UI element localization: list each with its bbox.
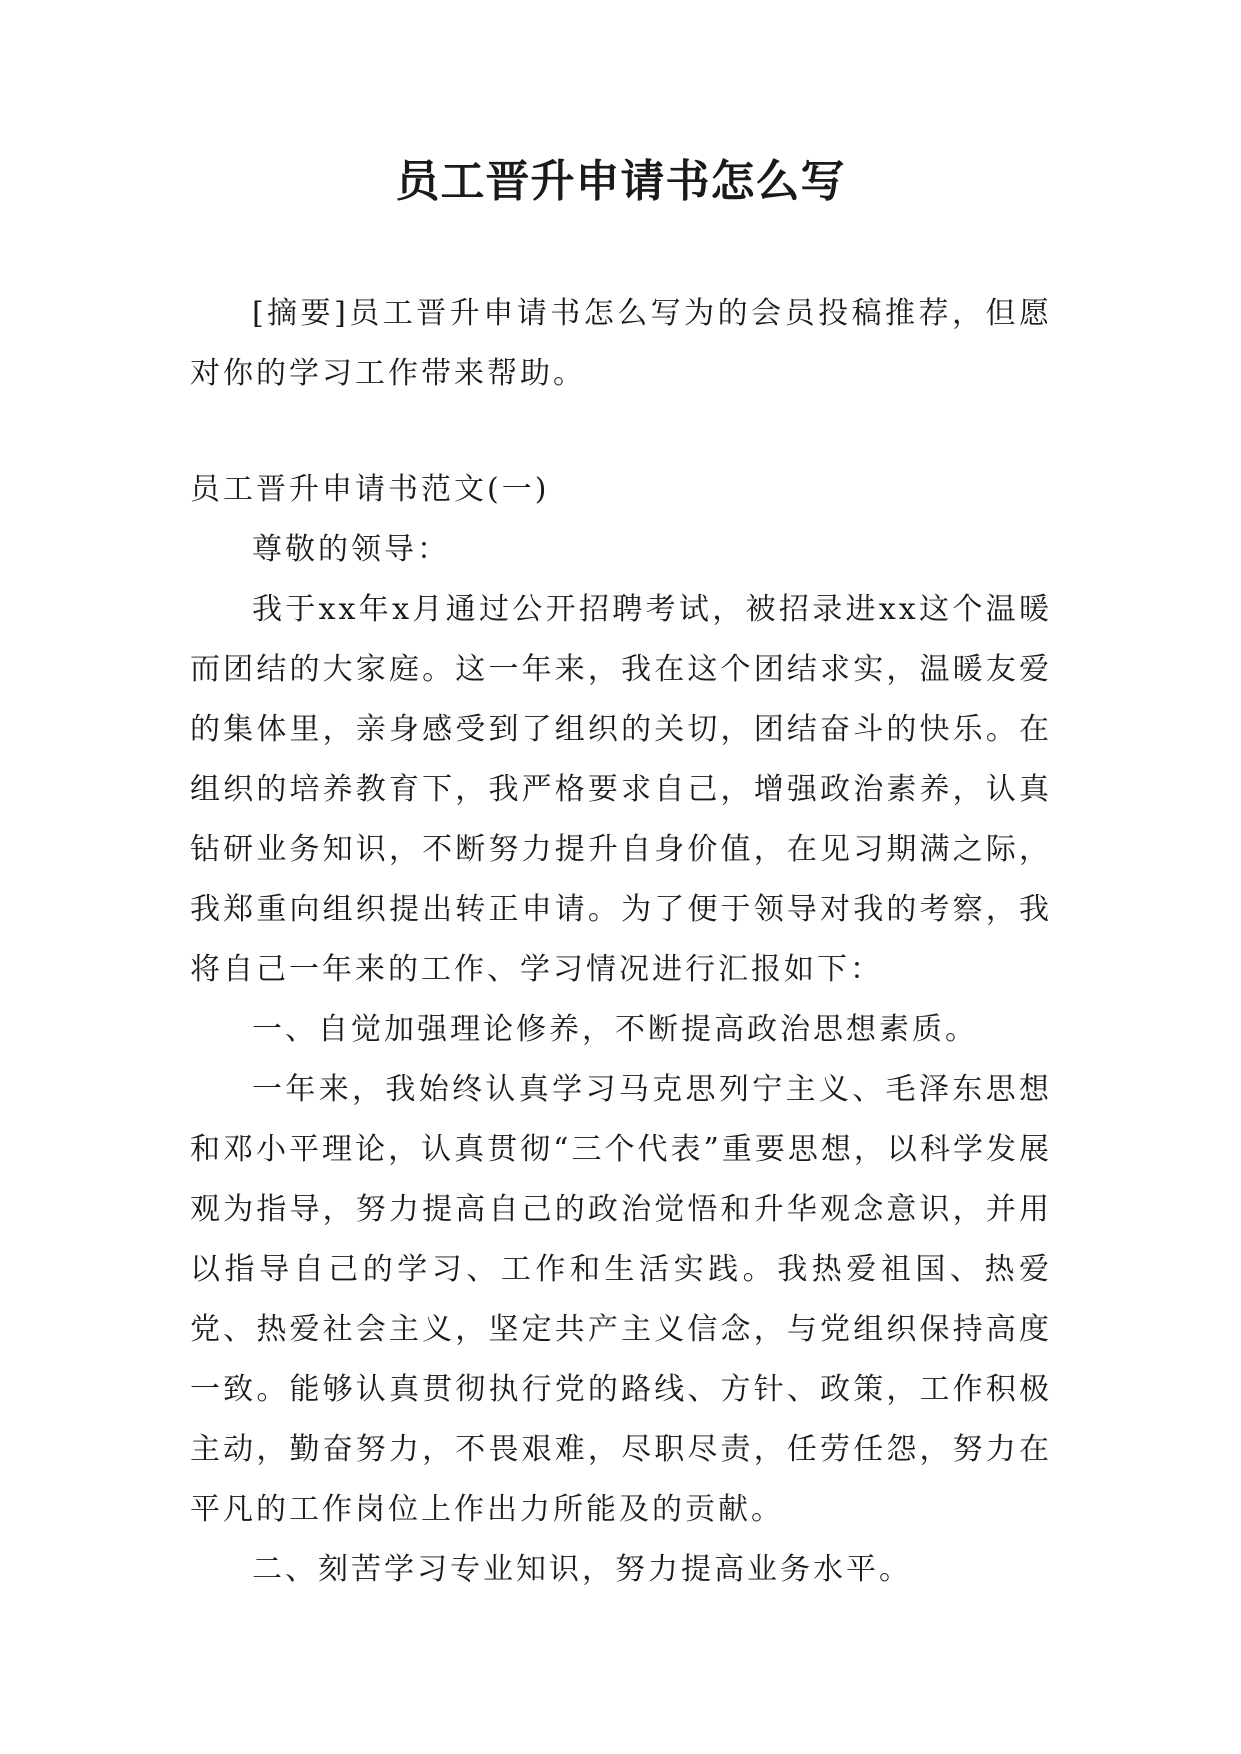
point-heading-2: 二、刻苦学习专业知识，努力提高业务水平。	[252, 1552, 912, 1587]
section-heading: 员工晋升申请书范文(一)	[190, 472, 550, 507]
document-title: 员工晋升申请书怎么写	[395, 156, 846, 207]
letter-body	[190, 520, 1052, 1600]
abstract-paragraph: [摘要]员工晋升申请书怎么写为的会员投稿推荐，但愿对你的学习工作带来帮助。	[190, 296, 1052, 391]
body-paragraph-intro: 我于xx年x月通过公开招聘考试，被招录进xx这个温暖而团结的大家庭。这一年来，我在这个团结求实，温暖友爱的集体里，亲身感受到了组织的关切，团结奋斗的快乐。在组织的培养教育下，我严格要求自己，增强政治素养，认真钻研业务知识，不断努力提升自身价值，在见习期满之际，我郑重向组织提出转正申请。为了便于领导对我的考察，我将自己一年来的工作、学习情况进行汇报如下：	[190, 592, 1052, 987]
body-paragraph-point-1: 一年来，我始终认真学习马克思列宁主义、毛泽东思想和邓小平理论，认真贯彻“三个代表”重要思想，以科学发展观为指导，努力提高自己的政治觉悟和升华观念意识，并用以指导自己的学习、工作和生活实践。我热爱祖国、热爱党、热爱社会主义，坚定共产主义信念，与党组织保持高度一致。能够认真贯彻执行党的路线、方针、政策，工作积极主动，勤奋努力，不畏艰难，尽职尽责，任劳任怨，努力在平凡的工作岗位上作出力所能及的贡献。	[190, 1072, 1052, 1527]
salutation: 尊敬的领导：	[252, 532, 450, 567]
point-heading-1: 一、自觉加强理论修养，不断提高政治思想素质。	[252, 1012, 978, 1047]
